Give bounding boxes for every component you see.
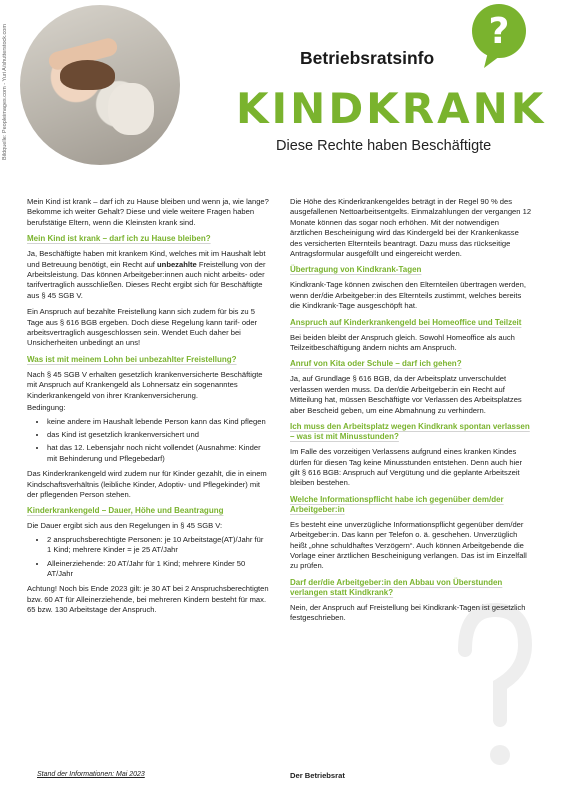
stand-der-informationen: Stand der Informationen: Mai 2023 [37, 771, 145, 778]
paragraph-minusstunden: Im Falle des vorzeitigen Verlassens aufgrund eines kranken Kindes dürfen für diesen Tag keine Minusstunden entstehen. Denn auch hier gilt § 616 BGB: Anspruch auf Vergütung und die geplante Arbeitszeit bleiben bestehen. [290, 447, 523, 488]
page-title: KINDKRANK [236, 84, 547, 133]
conditions-label: Bedingung: [27, 403, 66, 413]
heading-anruf: Anruf von Kita oder Schule – darf ich gehen? [290, 359, 462, 369]
paragraph-kindschaft: Das Kinderkrankengeld wird zudem nur für Kinder gezahlt, die in einem Kindschaftsverhältnis (leibliche Kinder, Adoptiv- und Pflegekinder) mit der pflegenden Person stehen. [27, 469, 267, 499]
list-item: • das Kind ist gesetzlich krankenversichert und [47, 430, 269, 440]
paragraph-hoehe: Die Höhe des Kinderkrankengeldes beträgt in der Regel 90 % des ausgefallenen Nettoarbeitsentgelts. Einmalzahlungen der vergangen 12 Monate können das sogar noch erhöhen. Mit der notwendigen ärztlichen Bescheinigung wird das Kindergeld bei der Krankenkasse des versicherten Elternteils beantragt. Dazu muss das rückseitige Antragsformular ausgefüllt und eingereicht werden. [290, 197, 532, 259]
paragraph-homeoffice: Bei beiden bleibt der Anspruch gleich. Sowohl Homeoffice als auch Teilzeitbeschäftigung ändern nichts am Anspruch. [290, 332, 515, 353]
intro-paragraph: Mein Kind ist krank – darf ich zu Hause bleiben und wenn ja, wie lange? Bekomme ich weiter Gehalt? Diese und viele weitere Fragen haben berufstätige Eltern, wenn die Kleinsten krank sind. [27, 197, 269, 227]
conditions-list [27, 417, 269, 465]
paragraph-dauer: Die Dauer ergibt sich aus den Regelungen in § 45 SGB V: [27, 521, 223, 531]
list-item: • keine andere im Haushalt lebende Person kann das Kind pflegen [47, 417, 269, 427]
heading-informationspflicht: Welche Informationspflicht habe ich gegenüber dem/der Arbeitgeber:in [290, 494, 504, 514]
header-photo [20, 5, 180, 165]
paragraph-informationspflicht: Es besteht eine unverzügliche Informationspflicht gegenüber dem/der Arbeitgeber:in. Das kann per Telefon o. ä. geschehen. Unverzüglich heißt „ohne schuldhaftes Verzögern“. Auch können Arbeitgebende die Vorlage einer ärztlichen Bescheinigung verlangen. Das ist im Einzelfall zu prüfen. [290, 519, 527, 571]
list-item: • Alleinerziehende: 20 AT/Jahr für 1 Kind; mehrere Kinder 50 AT/Jahr [47, 559, 269, 580]
photo-credit: Bildquelle: Peopleimages.com - Yuri A/shutterstock.com [2, 24, 8, 160]
page-subtitle: Diese Rechte haben Beschäftigte [276, 138, 492, 154]
heading-homeoffice: Anspruch auf Kinderkrankengeld bei Homeoffice und Teilzeit [290, 317, 522, 327]
list-item: • hat das 12. Lebensjahr noch nicht vollendet (Ausnahme: Kinder mit Behinderung und Pflegebedarf) [47, 443, 269, 464]
paragraph-uebertragung: Kindkrank-Tage können zwischen den Elternteilen übertragen werden, wenn der/die Arbeitgeber:in des Elternteils zustimmt, welches bereits die Kindkrank-Tage ausgeschöpft hat. [290, 280, 526, 311]
duration-list [27, 535, 269, 580]
left-column [27, 197, 269, 622]
heading-dauer: Kinderkrankengeld – Dauer, Höhe und Beantragung [27, 506, 224, 516]
heading-ueberstunden: Darf der/die Arbeitgeber:in den Abbau von Überstunden verlangen statt Kindkrank? [290, 577, 503, 597]
question-bubble-icon [470, 2, 528, 70]
paragraph-anruf: Ja, auf Grundlage § 616 BGB, da der Arbeitsplatz unverschuldet verlassen werden muss. Da der/die Arbeitgeber:in ein Recht auf Mitteilung hat, müssen Beschäftigte vor Verlassen des Arbeitsplatzes aber Bescheid geben, um eine Abmahnung zu verhindern. [290, 374, 522, 415]
signature: Der Betriebsrat [290, 771, 345, 780]
heading-kind-krank: Mein Kind ist krank – darf ich zu Hause bleiben? [27, 234, 211, 244]
heading-minusstunden: Ich muss den Arbeitsplatz wegen Kindkrank spontan verlassen – was ist mit Minusstunden? [290, 422, 530, 442]
right-column [290, 197, 533, 630]
photo-teddy-bear [108, 83, 154, 135]
paragraph-freistellung: Ja, Beschäftigte haben mit krankem Kind, welches mit im Haushalt lebt und Betreuung benötigt, ein Recht auf unbezahlte Freistellung von der Arbeitsleistung. Das können Arbeitgeber:innen auch nicht arbeits- oder tarifvertraglich ausschließen. Dieses Recht ergibt sich für Beschäftigte aus § 45 SGB V. [27, 249, 266, 300]
list-item: • 2 anspruchsberechtigte Personen: je 10 Arbeitstage(AT)/Jahr für 1 Kind; mehrere Kinder = je 25 AT/Jahr [47, 535, 269, 556]
photo-child-hair [60, 60, 115, 90]
paragraph-kinderkrankengeld: Nach § 45 SGB V erhalten gesetzlich krankenversicherte Beschäftigte mit Anspruch auf Krankengeld als Lohnersatz ein sogenanntes Kinderkrankengeld von ihrer Krankenversicherung. [27, 369, 263, 400]
betriebsratsinfo-label: Betriebsratsinfo [300, 48, 435, 68]
paragraph-bezahlte-freistellung: Ein Anspruch auf bezahlte Freistellung kann sich zudem für bis zu 5 Tage aus § 616 BGB ergeben. Doch diese Regelung kann tarif- oder arbeitsvertraglich ausgeschlossen sein. Wendet Euch daher bei Unsicherheiten unbedingt an uns! [27, 307, 258, 348]
heading-lohn: Was ist mit meinem Lohn bei unbezahlter Freistellung? [27, 354, 237, 364]
paragraph-achtung: Achtung! Noch bis Ende 2023 gilt: je 30 AT bei 2 Anspruchsberechtigten bzw. 60 AT für Alleinerziehende, bei mehreren Kindern besteht für max. 65 bzw. 130 Arbeitstage der Anspruch. [27, 584, 269, 615]
svg-text:?: ? [488, 11, 510, 52]
paragraph-ueberstunden: Nein, der Anspruch auf Freistellung bei Kindkrank-Tagen ist gesetzlich festgeschrieben. [290, 602, 526, 623]
heading-uebertragung: Übertragung von Kindkrank-Tagen [290, 265, 422, 275]
